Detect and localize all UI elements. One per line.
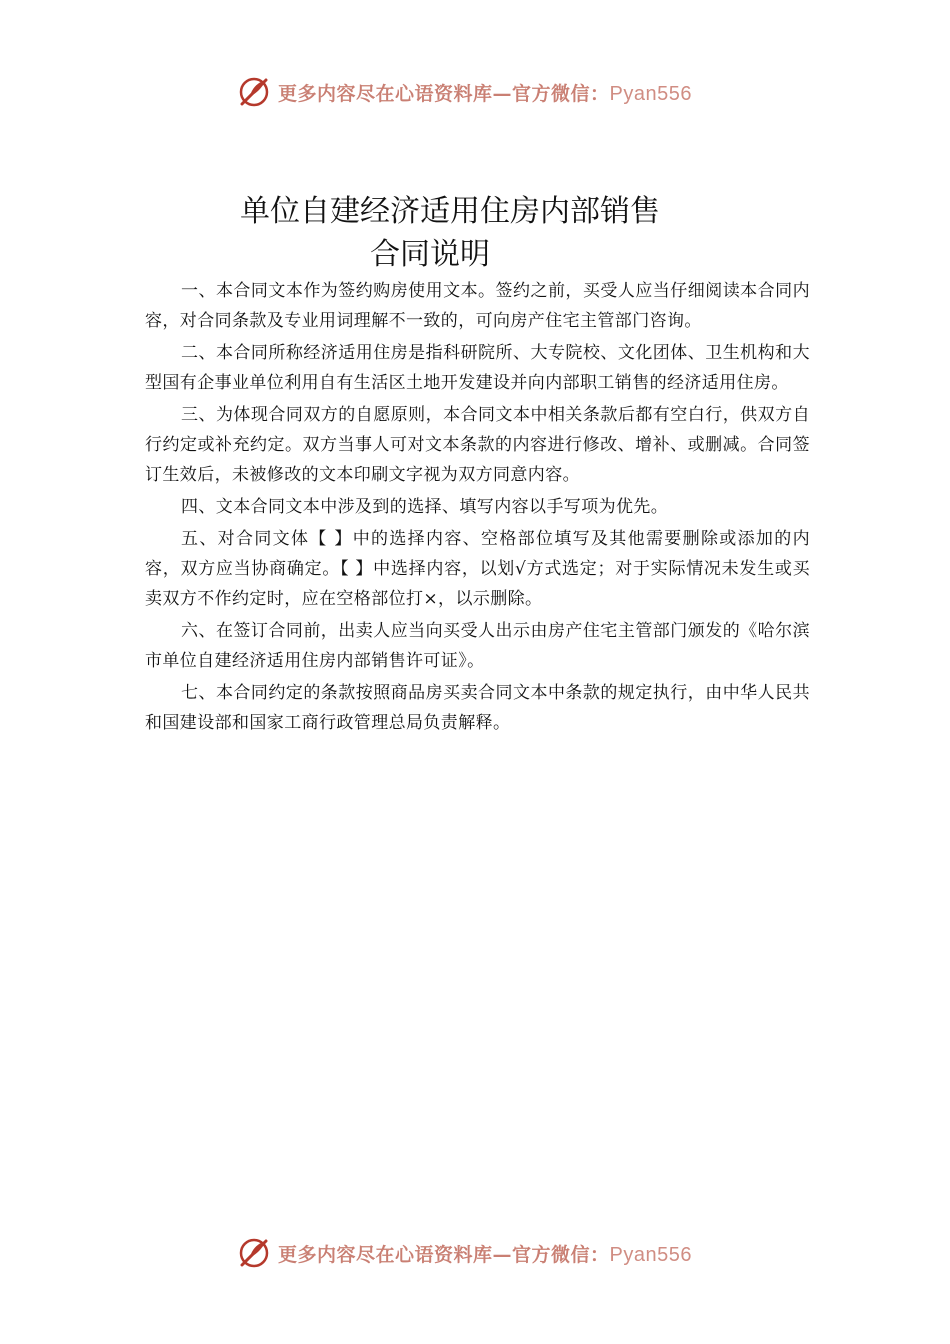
watermark-wechat-id: Pyan556 xyxy=(609,1243,692,1266)
paragraph-7: 七、本合同约定的条款按照商品房买卖合同文本中条款的规定执行，由中华人民共和国建设部和国家工商行政管理总局负责解释。 xyxy=(145,683,810,733)
watermark-text: 更多内容尽在心语资料库—官方微信：Pyan556 xyxy=(278,1243,692,1266)
watermark-wechat-id: Pyan556 xyxy=(609,82,692,105)
quill-logo-icon xyxy=(236,74,272,110)
paragraph-5: 五、对合同文体【 】中的选择内容、空格部位填写及其他需要删除或添加的内容，双方应当协商确定。【 】中选择内容，以划√方式选定；对于实际情况未发生或买卖双方不作约定时，应在空格部位打×，以示删除。 xyxy=(145,529,810,609)
document-title: 单位自建经济适用住房内部销售 xyxy=(240,194,660,229)
header-watermark xyxy=(236,72,692,112)
paragraph-4: 四、文本合同文本中涉及到的选择、填写内容以手写项为优先。 xyxy=(181,497,669,517)
paragraph-3: 三、为体现合同双方的自愿原则，本合同文本中相关条款后都有空白行，供双方自行约定或补充约定。双方当事人可对文本条款的内容进行修改、增补、或删减。合同签订生效后，未被修改的文本印刷文字视为双方同意内容。 xyxy=(145,405,810,485)
document-body xyxy=(145,276,810,740)
footer-watermark xyxy=(236,1233,692,1273)
document-subtitle: 合同说明 xyxy=(370,237,490,272)
quill-logo-icon xyxy=(236,1235,272,1271)
paragraph-6: 六、在签订合同前，出卖人应当向买受人出示由房产住宅主管部门颁发的《哈尔滨市单位自建经济适用住房内部销售许可证》。 xyxy=(145,621,810,671)
watermark-text: 更多内容尽在心语资料库—官方微信：Pyan556 xyxy=(278,82,692,105)
paragraph-2: 二、本合同所称经济适用住房是指科研院所、大专院校、文化团体、卫生机构和大型国有企事业单位利用自有生活区土地开发建设并向内部职工销售的经济适用住房。 xyxy=(145,343,810,393)
paragraph-1: 一、本合同文本作为签约购房使用文本。签约之前，买受人应当仔细阅读本合同内容，对合同条款及专业用词理解不一致的，可向房产住宅主管部门咨询。 xyxy=(145,281,810,331)
